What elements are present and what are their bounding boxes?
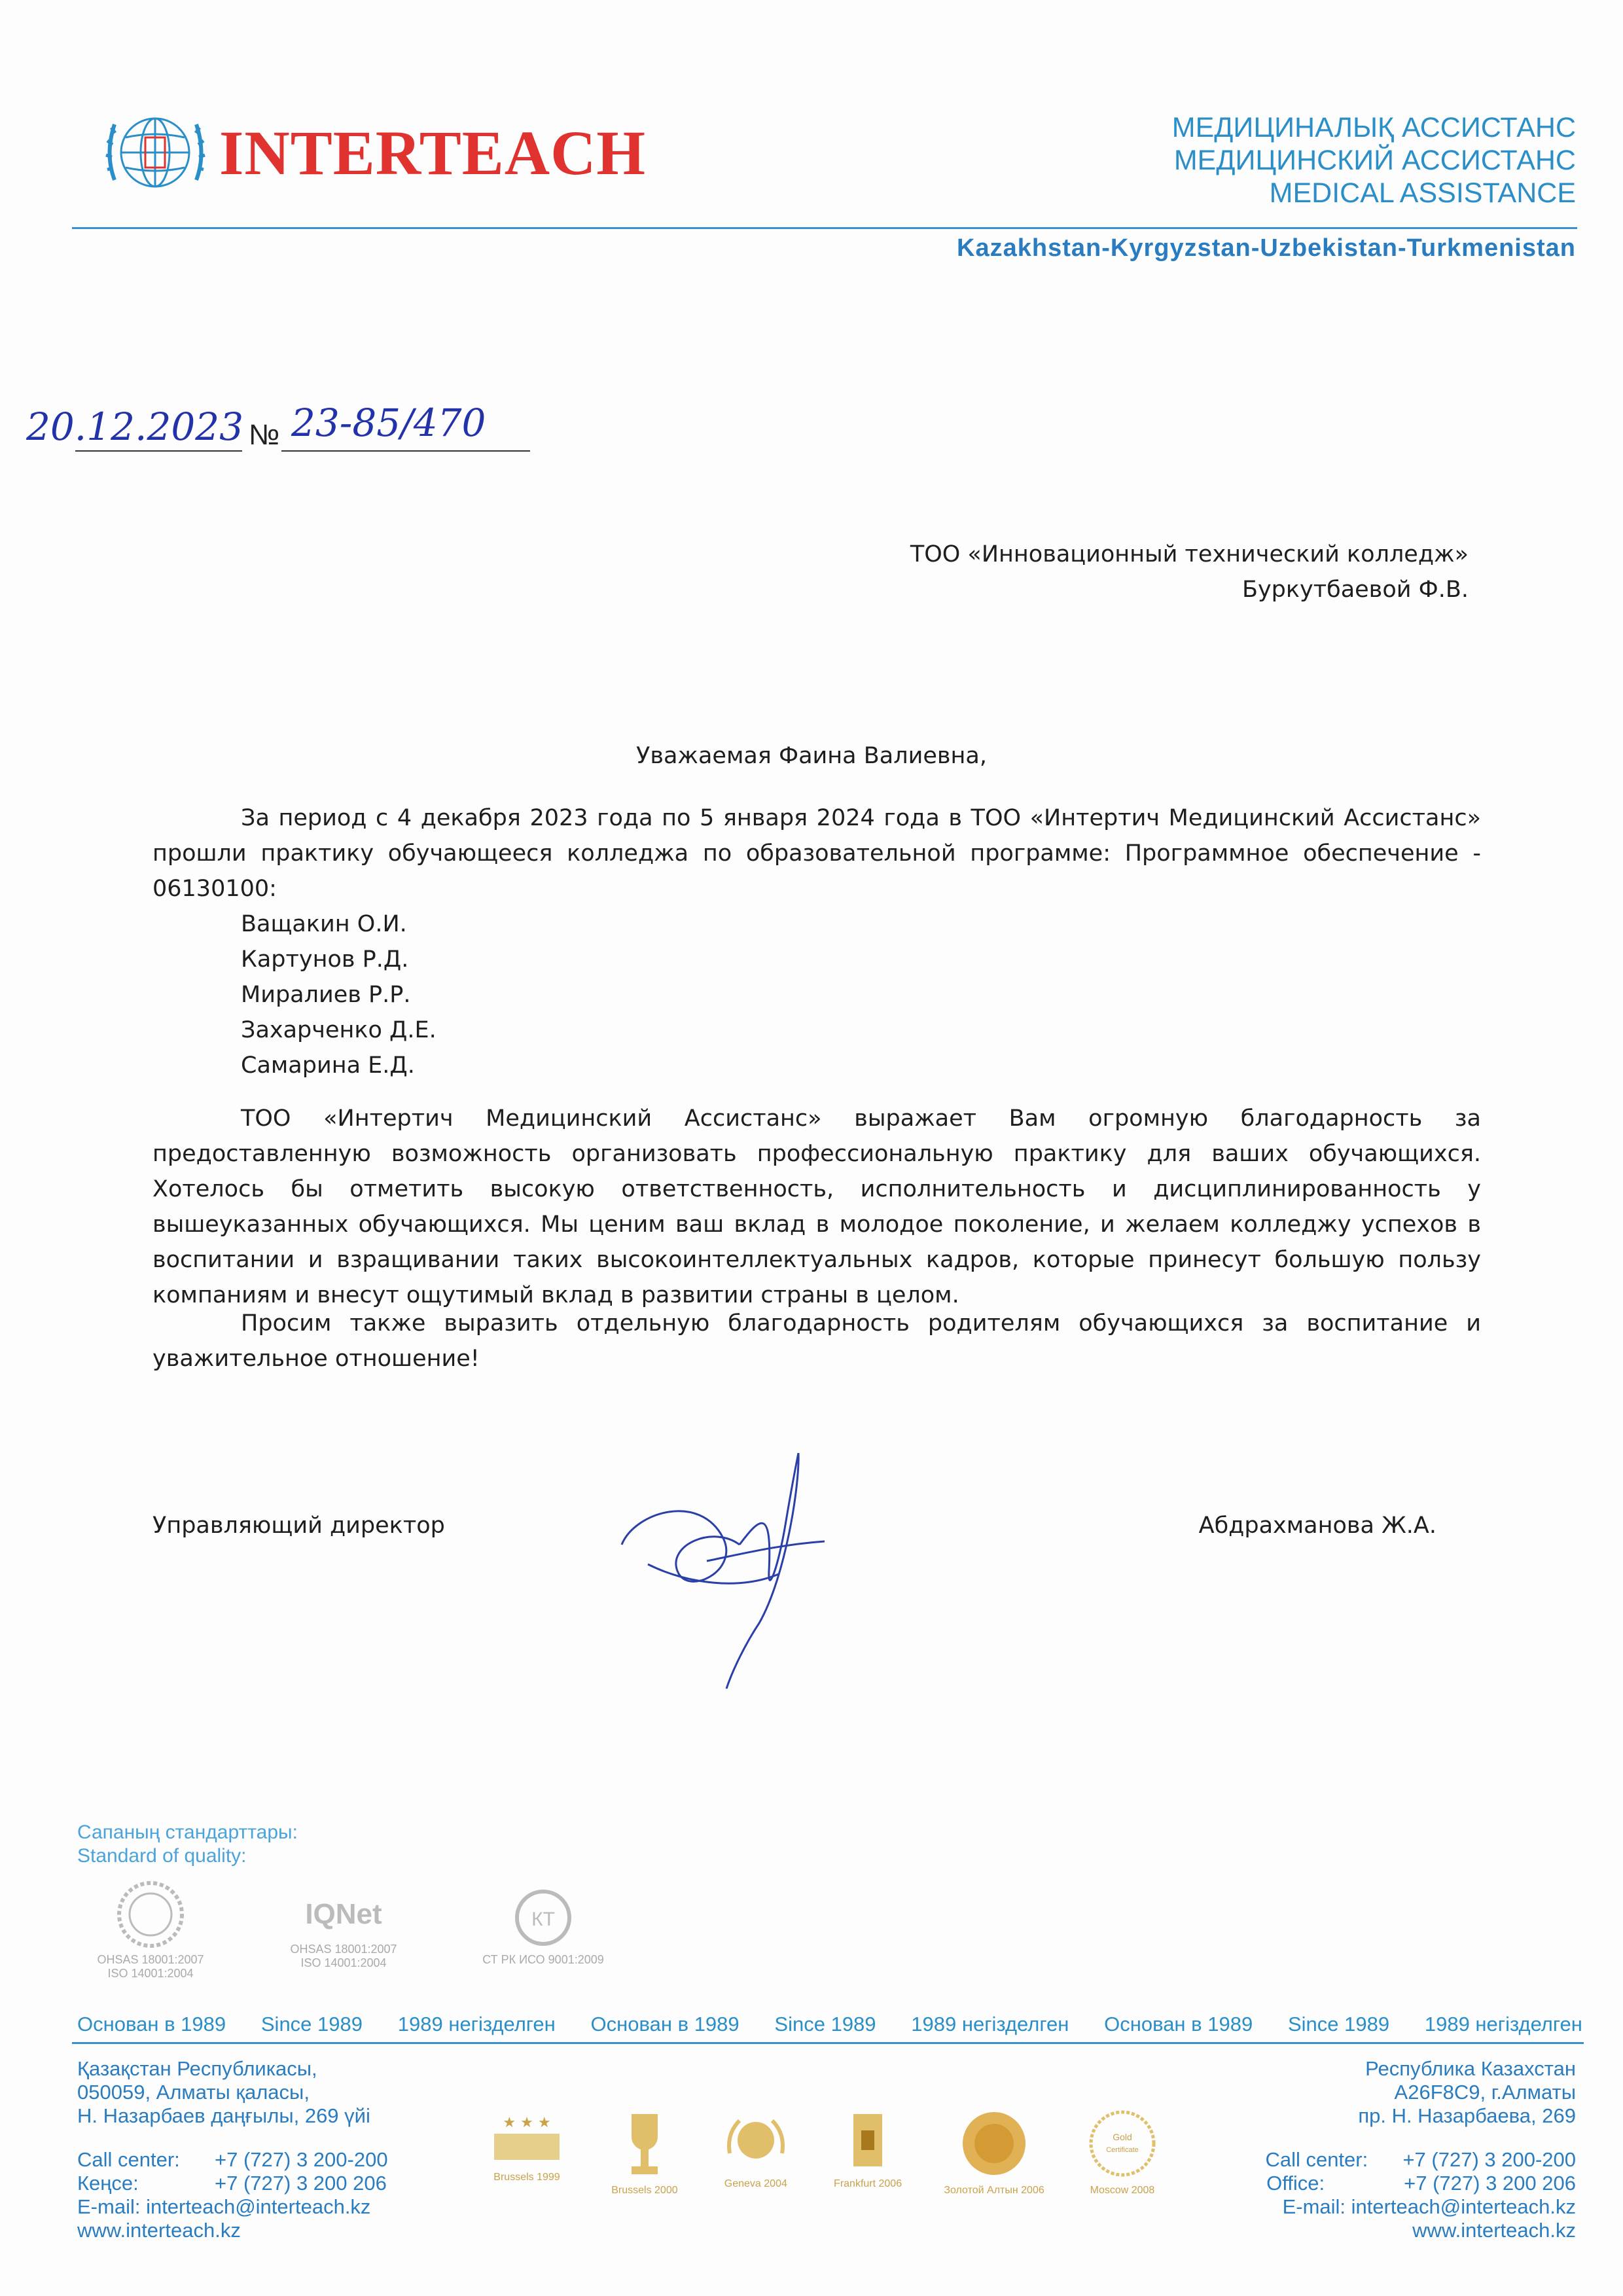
email-link[interactable]: E-mail: interteach@interteach.kz	[1282, 2195, 1576, 2218]
paragraph-2: ТОО «Интертич Медицинский Ассистанс» выражает Вам огромную благодарность за предоставленную возможность организовать профессиональную практику для ваших обучающихся. Хотелось бы отметить высокую ответственность, исполнительность и дисциплинированность у вышеуказанных обучающихся. Мы ценим ваш вклад в молодое поколение, и желаем колледжу успехов в воспитании и взращивании таких высокоинтеллектуальных кадров, которые принесут большую пользу компаниям и внесут ощутимый вклад в развитии страны в целом.	[152, 1105, 1481, 1308]
award-brussels-1999: ★ ★ ★ Brussels 1999	[484, 2108, 569, 2197]
date-underline	[75, 450, 242, 452]
paragraph-1: За период с 4 декабря 2023 года по 5 января 2024 года в ТОО «Интертич Медицинский Ассистанс» прошли практику обучающееся колледжа по образовательной программе: Программное обеспечение - 06130100:	[152, 805, 1481, 902]
number-underline	[281, 450, 530, 452]
ref-date: 20.12.2023	[26, 404, 244, 449]
footer-address-ru: Республика Казахстан A26F8C9, г.Алматы пр. Н. Назарбаева, 269	[1358, 2057, 1576, 2127]
header-countries: Kazakhstan-Kyrgyzstan-Uzbekistan-Turkmenistan	[957, 234, 1576, 262]
iqnet-logo: IQNet	[305, 1898, 382, 1930]
phone-link[interactable]: +7 (727) 3 200-200	[215, 2148, 388, 2171]
award-zolotoy-altyn-2006: Золотой Алтын 2006	[944, 2108, 1044, 2197]
gold-certificate-seal-icon	[1086, 2108, 1158, 2179]
ref-number: 23-85/470	[291, 401, 486, 445]
award-medal-icon	[484, 2108, 569, 2166]
globe-logo-icon	[98, 101, 213, 206]
award-frankfurt-2006: Frankfurt 2006	[834, 2108, 902, 2197]
cert-iqnet: IQNet OHSAS 18001:2007 ISO 14001:2004	[268, 1898, 419, 1970]
phone-link[interactable]: +7 (727) 3 200 206	[1404, 2172, 1576, 2195]
signatory-name: Абдрахманова Ж.А.	[1198, 1513, 1436, 1539]
header-line-kz: МЕДИЦИНАЛЫҚ АССИСТАНС	[1171, 112, 1576, 143]
cert-ohsas-1: OHSAS 18001:2007 ISO 14001:2004	[85, 1878, 216, 1981]
quality-title-en: Standard of quality:	[77, 1845, 247, 1867]
brand-name: INTERTEACH	[219, 118, 647, 188]
award-moscow-2008: Gold Certificate Moscow 2008	[1086, 2108, 1158, 2197]
svg-text:Certificate: Certificate	[1106, 2146, 1139, 2154]
since-divider	[72, 2042, 1584, 2044]
addressee-person: Буркутбаевой Ф.В.	[1241, 577, 1469, 603]
phone-link[interactable]: +7 (727) 3 200 206	[215, 2172, 387, 2195]
header-divider	[72, 227, 1577, 229]
addressee-block	[910, 537, 1469, 607]
footer-address-kz: Қазақстан Республикасы, 050059, Алматы қаласы, Н. Назарбаев даңғылы, 269 үйі	[77, 2057, 370, 2127]
email-link[interactable]: E-mail: interteach@interteach.kz	[77, 2195, 371, 2218]
greeting: Уважаемая Фаина Валиевна,	[636, 743, 987, 769]
award-sun-medal-icon	[958, 2108, 1030, 2179]
svg-text:★ ★ ★: ★ ★ ★	[503, 2115, 551, 2131]
quality-title	[77, 1821, 298, 1868]
award-trophy-icon	[612, 2108, 677, 2179]
header-line-en: MEDICAL ASSISTANCE	[1269, 177, 1576, 209]
website-link[interactable]: www.interteach.kz	[1412, 2219, 1576, 2242]
student-item: Самарина Е.Д.	[241, 1052, 415, 1079]
award-plaque-icon	[842, 2108, 894, 2173]
quality-title-kz: Сапаның стандарттары:	[77, 1821, 298, 1843]
svg-text:Gold: Gold	[1113, 2132, 1132, 2142]
student-list	[241, 906, 437, 1083]
since-strip: Основан в 1989 Since 1989 1989 негізделген Основан в 1989 Since 1989 1989 негізделген Основан в 1989 Since 1989 1989 негізделген	[77, 2013, 1582, 2036]
award-wreath-icon	[720, 2108, 792, 2173]
header-lines	[1172, 111, 1576, 209]
ref-number-sign: №	[249, 419, 280, 451]
student-item: Ващакин О.И.	[241, 911, 407, 937]
awards-row	[484, 2108, 1158, 2197]
cert-st-rk: КТ СТ РК ИСО 9001:2009	[471, 1885, 615, 1967]
student-item: Картунов Р.Д.	[241, 946, 409, 973]
kz-standard-seal-icon	[510, 1885, 576, 1950]
award-brussels-2000: Brussels 2000	[611, 2108, 677, 2197]
svg-text:КТ: КТ	[531, 1909, 555, 1930]
footer-contacts-right: Call center: +7 (727) 3 200-200 Office: +7 (727) 3 200 206 E-mail: interteach@interteach.kz www.interteach.kz	[1265, 2148, 1576, 2242]
addressee-org: ТОО «Инновационный технический колледж»	[910, 541, 1469, 567]
paragraph-3: Просим также выразить отдельную благодарность родителям обучающихся за воспитание и уважительное отношение!	[152, 1310, 1481, 1372]
header-line-ru: МЕДИЦИНСКИЙ АССИСТАНС	[1173, 145, 1576, 176]
student-item: Захарченко Д.Е.	[241, 1017, 437, 1043]
certification-seal-icon	[115, 1878, 187, 1950]
award-geneva-2004: Geneva 2004	[720, 2108, 792, 2197]
handwritten-signature	[609, 1446, 870, 1695]
website-link[interactable]: www.interteach.kz	[77, 2219, 241, 2242]
phone-link[interactable]: +7 (727) 3 200-200	[1402, 2148, 1576, 2171]
student-item: Миралиев Р.Р.	[241, 982, 411, 1008]
signatory-title: Управляющий директор	[152, 1513, 445, 1539]
footer-contacts-left: Call center: +7 (727) 3 200-200 Кеңсе: +7 (727) 3 200 206 E-mail: interteach@interteach.kz www.interteach.kz	[77, 2148, 388, 2242]
